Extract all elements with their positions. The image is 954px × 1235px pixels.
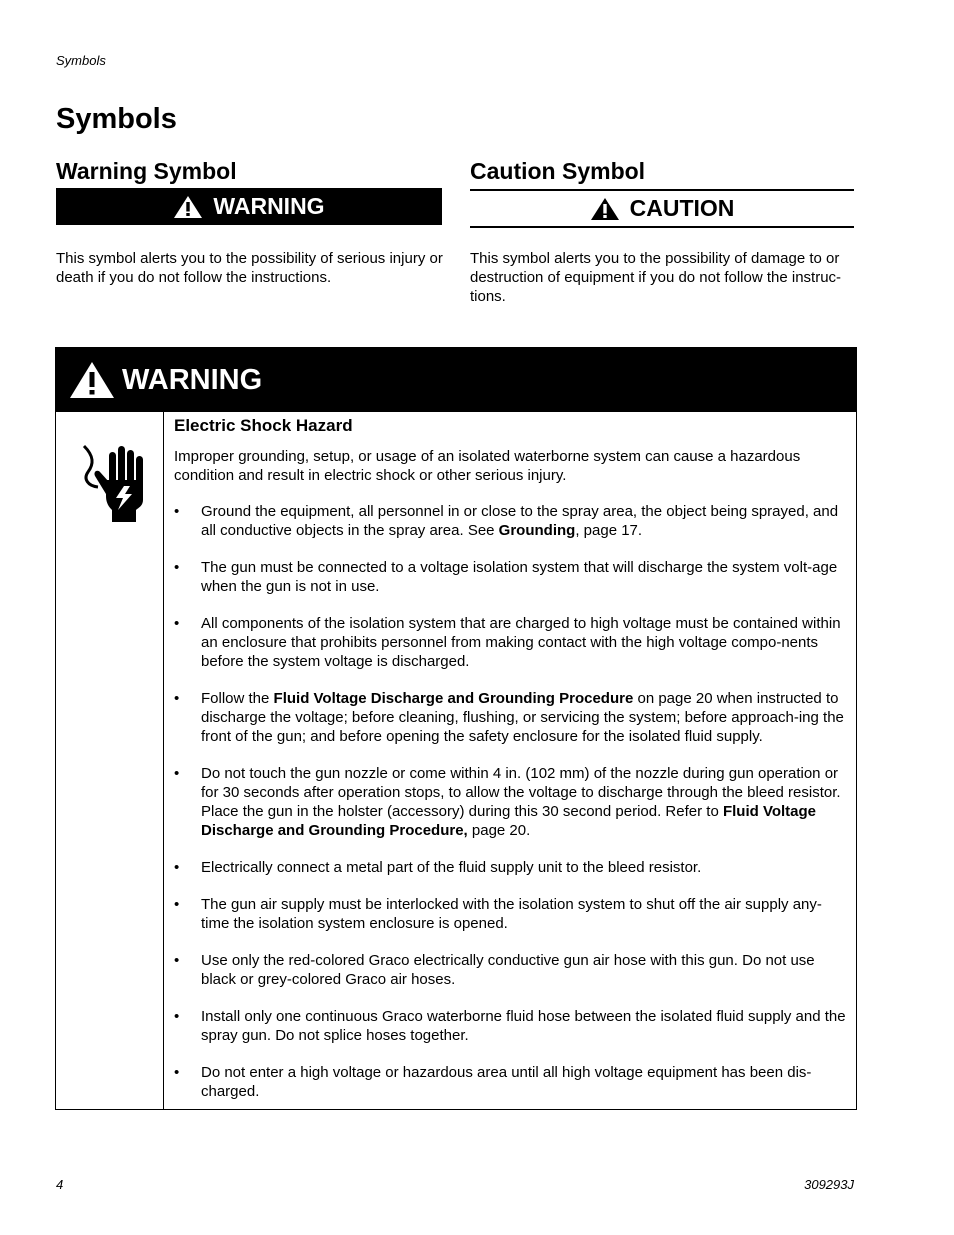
hazard-content: [174, 415, 850, 1101]
list-item: • Install only one continuous Graco waterborne fluid hose between the isolated fluid supply and the spray gun. Do not splice hoses together.: [174, 1007, 850, 1045]
list-item: • The gun air supply must be interlocked with the isolation system to shut off the air supply any-time the isolation system enclosure is opened.: [174, 895, 850, 933]
hazard-intro: Improper grounding, setup, or usage of an isolated waterborne system can cause a hazardous condition and result in electric shock or other serious injury.: [174, 448, 801, 484]
list-item: • Follow the Fluid Voltage Discharge and Grounding Procedure on page 20 when instructed to discharge the voltage; before cleaning, flushing, or servicing the system; before approach-ing the front of the gun; and before opening the safety enclosure for the isolated fluid supply.: [174, 689, 850, 746]
hazard-title: Electric Shock Hazard: [174, 416, 353, 435]
grounding-reference: Grounding: [498, 522, 576, 539]
list-item: • Do not enter a high voltage or hazardous area until all high voltage equipment has been dis-charged.: [174, 1063, 850, 1101]
page-number: 4: [56, 1177, 64, 1192]
caution-symbol-banner: [470, 189, 854, 228]
hazard-bullet-list: [174, 502, 850, 1101]
warning-triangle-icon: [68, 360, 116, 400]
electric-shock-warning-box: [55, 347, 857, 1110]
caution-symbol-description: This symbol alerts you to the possibility of damage to or destruction of equipment if you do not follow the instruc-tions.: [470, 250, 842, 305]
list-item: • Electrically connect a metal part of the fluid supply unit to the bleed resistor.: [174, 858, 850, 877]
warning-symbol-description: This symbol alerts you to the possibility of serious injury or death if you do not follow the instructions.: [56, 250, 443, 286]
warning-box-label: WARNING: [122, 363, 263, 396]
warning-box-header: [56, 348, 856, 412]
caution-triangle-icon: [590, 197, 620, 221]
warning-symbol-banner: [56, 188, 442, 225]
list-item: • Use only the red-colored Graco electrically conductive gun air hose with this gun. Do not use black or grey-colored Graco air hoses.: [174, 951, 850, 989]
caution-symbol-label: CAUTION: [629, 195, 735, 221]
warning-symbol-heading: Warning Symbol: [56, 158, 237, 184]
list-item: • All components of the isolation system that are charged to high voltage must be contained within an enclosure that prohibits personnel from making contact with the high voltage compo-nents before the system voltage is discharged.: [174, 614, 850, 671]
page-title: Symbols: [56, 103, 177, 135]
list-item: • Ground the equipment, all personnel in or close to the spray area, the object being sprayed, and all conductive objects in the spray area. See Grounding, page 17.: [174, 502, 850, 540]
list-item: • The gun must be connected to a voltage isolation system that will discharge the system volt-age when the gun is not in use.: [174, 558, 850, 596]
electric-shock-hand-icon: [80, 442, 146, 524]
document-number: 309293J: [804, 1177, 854, 1192]
procedure-reference: Fluid Voltage Discharge and Grounding Procedure,: [201, 803, 817, 839]
caution-symbol-heading: Caution Symbol: [470, 158, 646, 184]
running-head: Symbols: [56, 53, 106, 68]
warning-triangle-icon: [173, 195, 203, 219]
warning-symbol-label: WARNING: [213, 193, 325, 219]
list-item: • Do not touch the gun nozzle or come within 4 in. (102 mm) of the nozzle during gun operation or for 30 seconds after operation stops, to allow the voltage to discharge through the bleed resistor. Place the gun in the holster (accessory) during this 30 second period. Refer to Fluid Voltage Discharge and Grounding Procedure, page 20.: [174, 764, 850, 840]
hazard-icon-column: [56, 412, 164, 1109]
procedure-reference: Fluid Voltage Discharge and Grounding Procedure: [273, 690, 634, 707]
